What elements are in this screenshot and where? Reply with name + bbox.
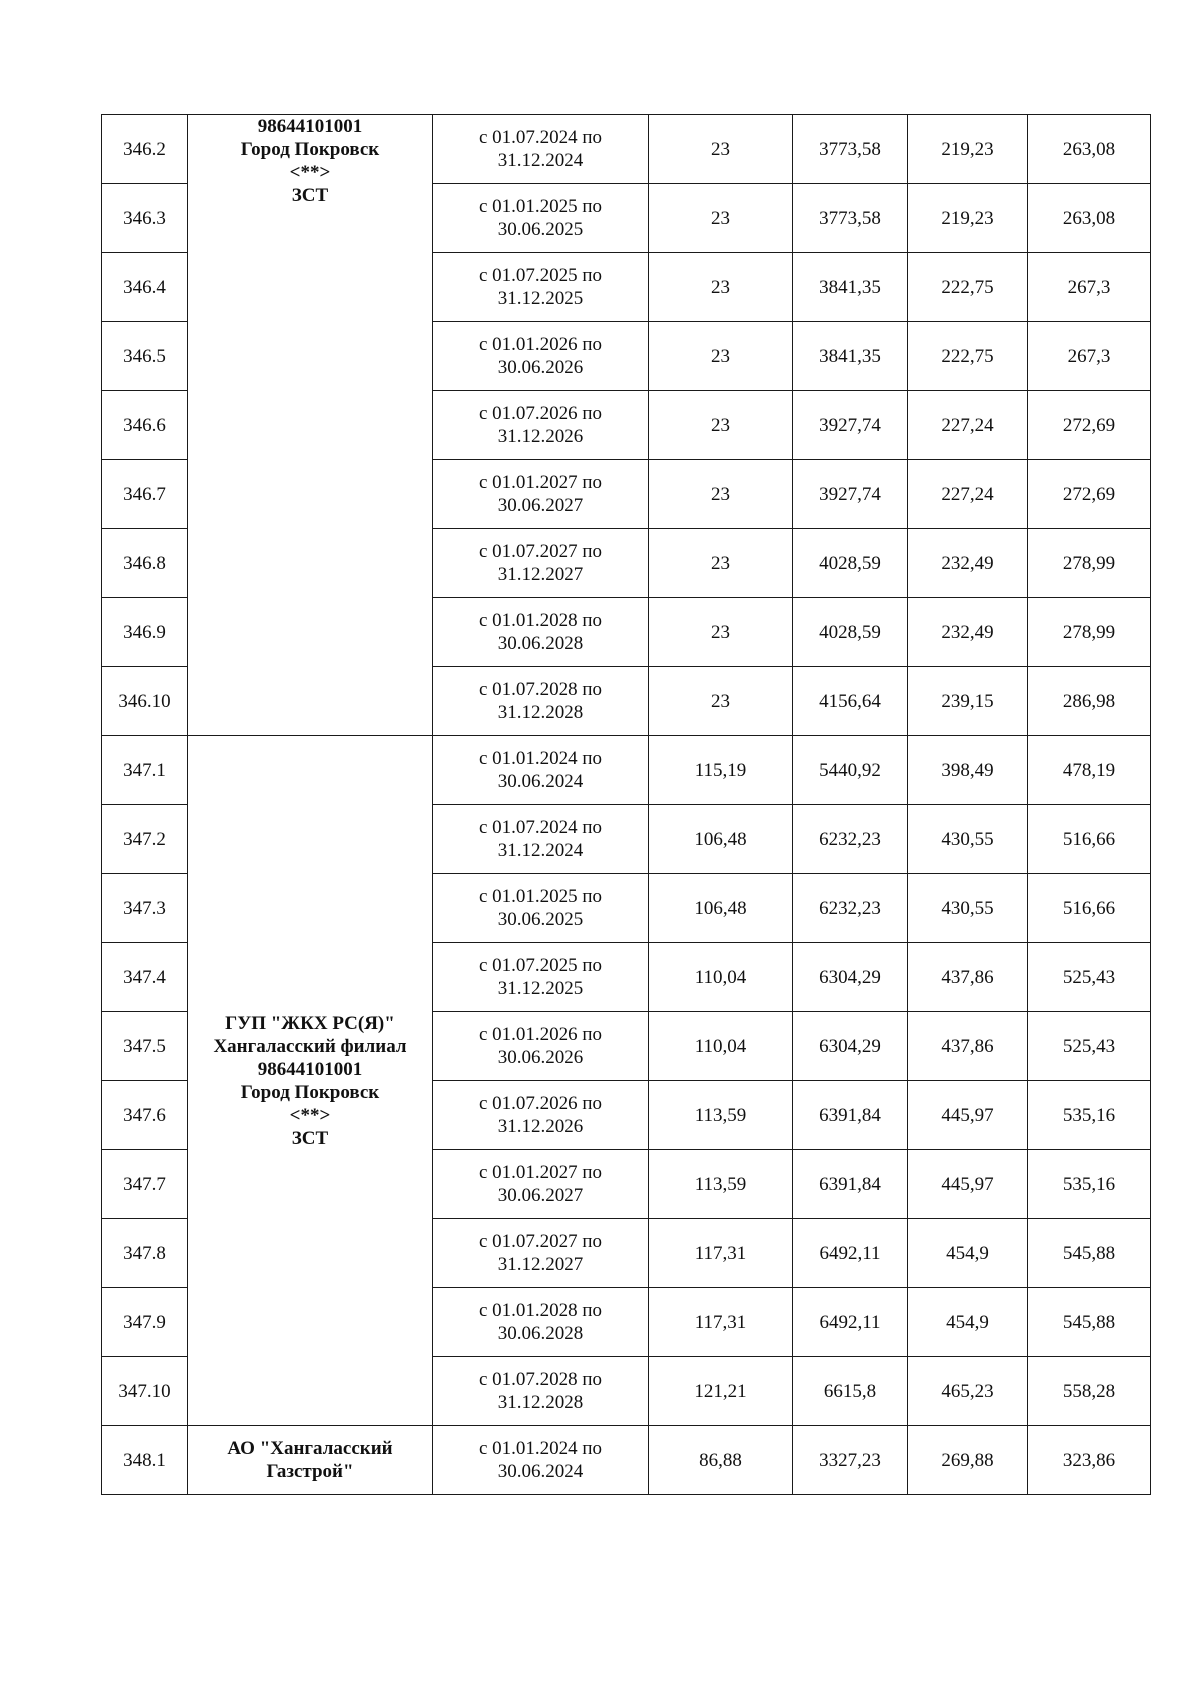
period-cell bbox=[433, 736, 649, 805]
value-cell-c3: 445,97 bbox=[908, 1081, 1028, 1150]
value-cell-c4: 286,98 bbox=[1028, 667, 1151, 736]
period-line: 30.06.2026 bbox=[497, 1047, 584, 1068]
value-cell-c2: 3327,23 bbox=[793, 1426, 908, 1495]
value-cell-c4: 516,66 bbox=[1028, 805, 1151, 874]
period-line: с 01.07.2028 по bbox=[478, 1369, 603, 1390]
organization-cell bbox=[188, 115, 433, 736]
period-line: с 01.01.2024 по bbox=[478, 1438, 603, 1459]
period-line: с 01.07.2025 по bbox=[478, 265, 603, 286]
period-line: с 01.07.2028 по bbox=[478, 679, 603, 700]
table-row bbox=[102, 736, 1151, 805]
value-cell-c3: 232,49 bbox=[908, 529, 1028, 598]
value-cell-c2: 6232,23 bbox=[793, 805, 908, 874]
period-line: с 01.07.2027 по bbox=[478, 1231, 603, 1252]
value-cell-c1: 110,04 bbox=[649, 943, 793, 1012]
value-cell-c3: 222,75 bbox=[908, 253, 1028, 322]
table-row bbox=[102, 1426, 1151, 1495]
period-line: с 01.01.2027 по bbox=[478, 1162, 603, 1183]
value-cell-c2: 3773,58 bbox=[793, 115, 908, 184]
value-cell-c1: 117,31 bbox=[649, 1288, 793, 1357]
value-cell-c2: 6304,29 bbox=[793, 1012, 908, 1081]
period-cell bbox=[433, 667, 649, 736]
value-cell-c3: 232,49 bbox=[908, 598, 1028, 667]
row-number-cell: 347.6 bbox=[102, 1081, 188, 1150]
organization-line: ЗСТ bbox=[291, 185, 329, 206]
value-cell-c2: 3927,74 bbox=[793, 391, 908, 460]
row-number-cell: 348.1 bbox=[102, 1426, 188, 1495]
period-cell bbox=[433, 460, 649, 529]
row-number-cell: 347.1 bbox=[102, 736, 188, 805]
period-line: 31.12.2026 bbox=[497, 1116, 584, 1137]
value-cell-c1: 115,19 bbox=[649, 736, 793, 805]
value-cell-c4: 525,43 bbox=[1028, 1012, 1151, 1081]
period-line: с 01.01.2027 по bbox=[478, 472, 603, 493]
value-cell-c4: 278,99 bbox=[1028, 598, 1151, 667]
period-line: с 01.01.2024 по bbox=[478, 748, 603, 769]
period-line: 30.06.2027 bbox=[497, 495, 584, 516]
value-cell-c4: 278,99 bbox=[1028, 529, 1151, 598]
row-number-cell: 346.6 bbox=[102, 391, 188, 460]
row-number-cell: 346.5 bbox=[102, 322, 188, 391]
period-cell bbox=[433, 253, 649, 322]
value-cell-c1: 106,48 bbox=[649, 874, 793, 943]
period-line: 30.06.2028 bbox=[497, 633, 584, 654]
organization-cell bbox=[188, 736, 433, 1426]
value-cell-c3: 269,88 bbox=[908, 1426, 1028, 1495]
organization-line: Хангаласский филиал bbox=[213, 1035, 407, 1057]
period-cell bbox=[433, 1288, 649, 1357]
period-cell bbox=[433, 184, 649, 253]
period-cell bbox=[433, 1150, 649, 1219]
value-cell-c3: 219,23 bbox=[908, 184, 1028, 253]
value-cell-c3: 437,86 bbox=[908, 1012, 1028, 1081]
period-line: 30.06.2025 bbox=[497, 219, 584, 240]
period-line: 31.12.2027 bbox=[497, 564, 584, 585]
period-cell bbox=[433, 1426, 649, 1495]
period-cell bbox=[433, 529, 649, 598]
period-line: с 01.01.2028 по bbox=[478, 610, 603, 631]
value-cell-c1: 117,31 bbox=[649, 1219, 793, 1288]
value-cell-c2: 6615,8 bbox=[793, 1357, 908, 1426]
value-cell-c3: 465,23 bbox=[908, 1357, 1028, 1426]
value-cell-c1: 113,59 bbox=[649, 1150, 793, 1219]
value-cell-c1: 113,59 bbox=[649, 1081, 793, 1150]
organization-line: АО "Хангаласский bbox=[227, 1438, 393, 1459]
period-cell bbox=[433, 1081, 649, 1150]
value-cell-c4: 267,3 bbox=[1028, 253, 1151, 322]
organization-line: Город Покровск bbox=[240, 139, 380, 160]
period-cell bbox=[433, 1012, 649, 1081]
row-number-cell: 346.9 bbox=[102, 598, 188, 667]
tariff-table bbox=[101, 114, 1151, 1495]
organization-line: ГУП "ЖКХ РС(Я)" bbox=[225, 1012, 395, 1034]
value-cell-c2: 3841,35 bbox=[793, 253, 908, 322]
value-cell-c1: 23 bbox=[649, 391, 793, 460]
row-number-cell: 346.8 bbox=[102, 529, 188, 598]
period-line: 31.12.2028 bbox=[497, 1392, 584, 1413]
table-row bbox=[102, 115, 1151, 184]
value-cell-c4: 558,28 bbox=[1028, 1357, 1151, 1426]
value-cell-c3: 437,86 bbox=[908, 943, 1028, 1012]
period-line: 31.12.2024 bbox=[497, 150, 584, 171]
period-line: 30.06.2027 bbox=[497, 1185, 584, 1206]
period-cell bbox=[433, 322, 649, 391]
period-line: 31.12.2026 bbox=[497, 426, 584, 447]
period-line: 30.06.2024 bbox=[497, 1461, 584, 1482]
value-cell-c4: 545,88 bbox=[1028, 1219, 1151, 1288]
period-line: с 01.07.2024 по bbox=[478, 127, 603, 148]
value-cell-c2: 6232,23 bbox=[793, 874, 908, 943]
value-cell-c2: 4028,59 bbox=[793, 598, 908, 667]
value-cell-c4: 263,08 bbox=[1028, 184, 1151, 253]
value-cell-c4: 545,88 bbox=[1028, 1288, 1151, 1357]
organization-line: <**> bbox=[289, 1104, 331, 1126]
period-line: с 01.01.2025 по bbox=[478, 196, 603, 217]
period-cell bbox=[433, 943, 649, 1012]
row-number-cell: 347.10 bbox=[102, 1357, 188, 1426]
period-line: с 01.07.2025 по bbox=[478, 955, 603, 976]
value-cell-c3: 454,9 bbox=[908, 1219, 1028, 1288]
organization-line: Газстрой" bbox=[266, 1461, 354, 1482]
period-line: с 01.01.2026 по bbox=[478, 1024, 603, 1045]
organization-line: 98644101001 bbox=[257, 116, 363, 137]
value-cell-c4: 323,86 bbox=[1028, 1426, 1151, 1495]
value-cell-c2: 5440,92 bbox=[793, 736, 908, 805]
row-number-cell: 346.10 bbox=[102, 667, 188, 736]
row-number-cell: 346.4 bbox=[102, 253, 188, 322]
value-cell-c3: 239,15 bbox=[908, 667, 1028, 736]
value-cell-c1: 23 bbox=[649, 667, 793, 736]
value-cell-c2: 3773,58 bbox=[793, 184, 908, 253]
organization-cell bbox=[188, 1426, 433, 1495]
row-number-cell: 347.4 bbox=[102, 943, 188, 1012]
period-line: с 01.01.2026 по bbox=[478, 334, 603, 355]
value-cell-c1: 23 bbox=[649, 253, 793, 322]
value-cell-c1: 23 bbox=[649, 529, 793, 598]
organization-line: Город Покровск bbox=[240, 1081, 380, 1103]
period-line: с 01.07.2027 по bbox=[478, 541, 603, 562]
row-number-cell: 347.3 bbox=[102, 874, 188, 943]
value-cell-c1: 86,88 bbox=[649, 1426, 793, 1495]
value-cell-c3: 227,24 bbox=[908, 391, 1028, 460]
value-cell-c3: 227,24 bbox=[908, 460, 1028, 529]
value-cell-c2: 6391,84 bbox=[793, 1081, 908, 1150]
value-cell-c4: 525,43 bbox=[1028, 943, 1151, 1012]
value-cell-c4: 535,16 bbox=[1028, 1150, 1151, 1219]
organization-line: 98644101001 bbox=[257, 1058, 363, 1080]
value-cell-c4: 272,69 bbox=[1028, 460, 1151, 529]
period-cell bbox=[433, 805, 649, 874]
value-cell-c4: 535,16 bbox=[1028, 1081, 1151, 1150]
value-cell-c1: 23 bbox=[649, 184, 793, 253]
row-number-cell: 346.3 bbox=[102, 184, 188, 253]
row-number-cell: 347.9 bbox=[102, 1288, 188, 1357]
value-cell-c1: 23 bbox=[649, 598, 793, 667]
value-cell-c2: 6492,11 bbox=[793, 1288, 908, 1357]
value-cell-c4: 267,3 bbox=[1028, 322, 1151, 391]
period-line: 30.06.2024 bbox=[497, 771, 584, 792]
period-line: 31.12.2027 bbox=[497, 1254, 584, 1275]
period-line: с 01.07.2026 по bbox=[478, 403, 603, 424]
value-cell-c3: 454,9 bbox=[908, 1288, 1028, 1357]
value-cell-c2: 3841,35 bbox=[793, 322, 908, 391]
period-line: с 01.07.2026 по bbox=[478, 1093, 603, 1114]
value-cell-c1: 106,48 bbox=[649, 805, 793, 874]
period-cell bbox=[433, 115, 649, 184]
row-number-cell: 346.7 bbox=[102, 460, 188, 529]
period-cell bbox=[433, 391, 649, 460]
period-cell bbox=[433, 598, 649, 667]
row-number-cell: 347.5 bbox=[102, 1012, 188, 1081]
value-cell-c1: 23 bbox=[649, 115, 793, 184]
period-cell bbox=[433, 1357, 649, 1426]
value-cell-c4: 516,66 bbox=[1028, 874, 1151, 943]
period-line: 31.12.2025 bbox=[497, 288, 584, 309]
value-cell-c4: 272,69 bbox=[1028, 391, 1151, 460]
row-number-cell: 346.2 bbox=[102, 115, 188, 184]
period-line: 31.12.2025 bbox=[497, 978, 584, 999]
value-cell-c3: 222,75 bbox=[908, 322, 1028, 391]
value-cell-c2: 6492,11 bbox=[793, 1219, 908, 1288]
value-cell-c3: 398,49 bbox=[908, 736, 1028, 805]
value-cell-c2: 4156,64 bbox=[793, 667, 908, 736]
value-cell-c4: 263,08 bbox=[1028, 115, 1151, 184]
period-line: с 01.01.2025 по bbox=[478, 886, 603, 907]
value-cell-c3: 219,23 bbox=[908, 115, 1028, 184]
row-number-cell: 347.7 bbox=[102, 1150, 188, 1219]
period-line: 30.06.2026 bbox=[497, 357, 584, 378]
organization-line: ЗСТ bbox=[291, 1127, 329, 1149]
period-line: с 01.01.2028 по bbox=[478, 1300, 603, 1321]
value-cell-c4: 478,19 bbox=[1028, 736, 1151, 805]
value-cell-c1: 23 bbox=[649, 460, 793, 529]
period-cell bbox=[433, 874, 649, 943]
period-line: 30.06.2025 bbox=[497, 909, 584, 930]
value-cell-c3: 430,55 bbox=[908, 805, 1028, 874]
period-line: 31.12.2028 bbox=[497, 702, 584, 723]
organization-line: <**> bbox=[289, 162, 331, 183]
value-cell-c2: 6304,29 bbox=[793, 943, 908, 1012]
value-cell-c2: 4028,59 bbox=[793, 529, 908, 598]
period-line: 30.06.2028 bbox=[497, 1323, 584, 1344]
row-number-cell: 347.8 bbox=[102, 1219, 188, 1288]
period-line: 31.12.2024 bbox=[497, 840, 584, 861]
tariff-table-body bbox=[102, 115, 1151, 1495]
period-cell bbox=[433, 1219, 649, 1288]
value-cell-c3: 445,97 bbox=[908, 1150, 1028, 1219]
value-cell-c2: 6391,84 bbox=[793, 1150, 908, 1219]
row-number-cell: 347.2 bbox=[102, 805, 188, 874]
value-cell-c1: 121,21 bbox=[649, 1357, 793, 1426]
period-line: с 01.07.2024 по bbox=[478, 817, 603, 838]
value-cell-c1: 110,04 bbox=[649, 1012, 793, 1081]
value-cell-c3: 430,55 bbox=[908, 874, 1028, 943]
value-cell-c1: 23 bbox=[649, 322, 793, 391]
value-cell-c2: 3927,74 bbox=[793, 460, 908, 529]
